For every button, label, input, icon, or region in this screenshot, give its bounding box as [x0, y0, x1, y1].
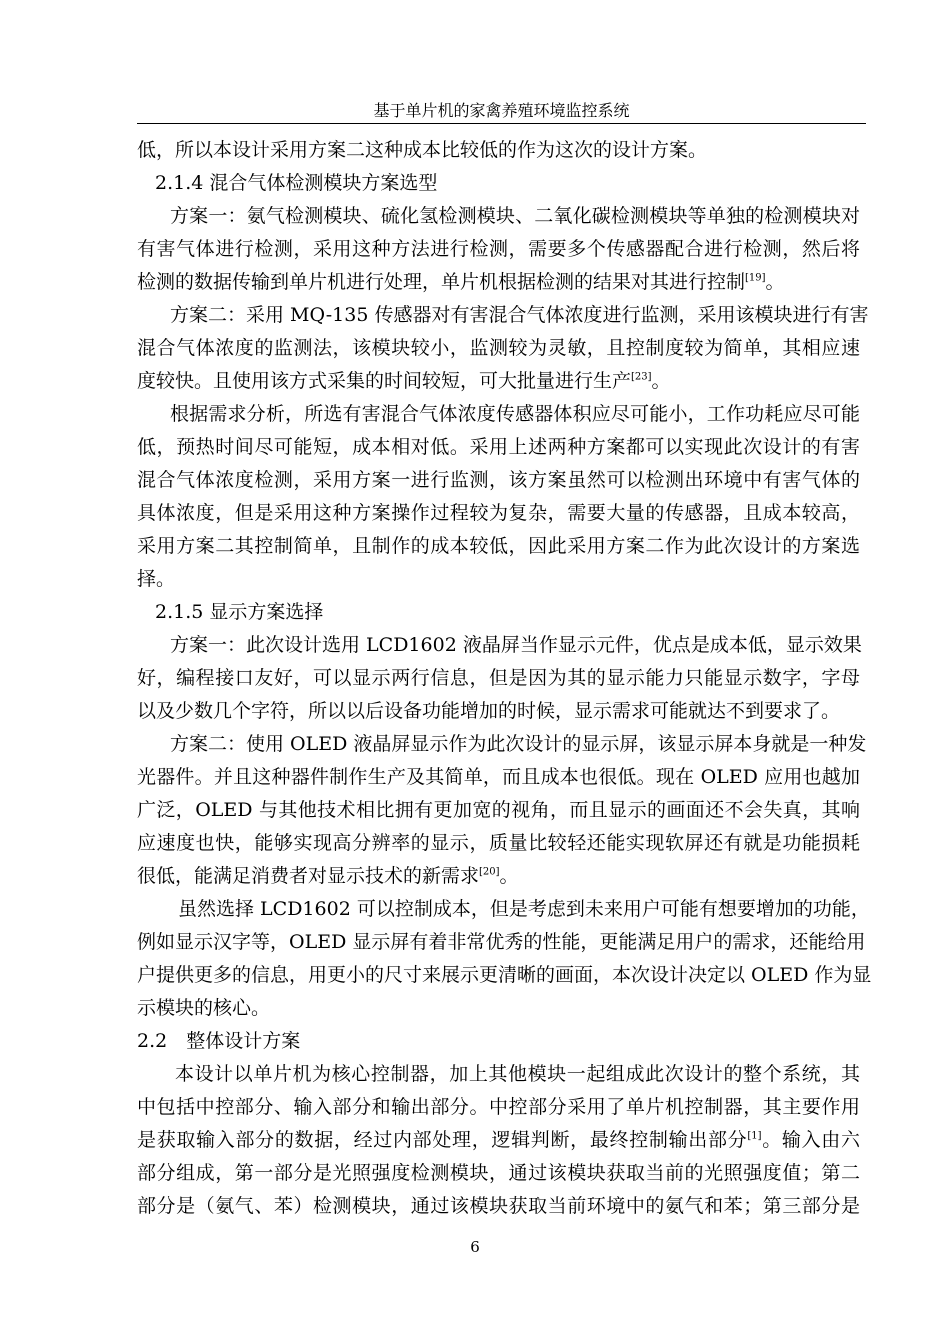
text-line: 光器件。并且这种器件制作生产及其简单，而且成本也很低。现在 OLED 应用也越加: [137, 766, 860, 788]
heading-text: 2.1.5 显示方案选择: [155, 601, 324, 623]
text-line: 方案一：此次设计选用 LCD1602 液晶屏当作显示元件，优点是成本低，显示效果: [170, 634, 862, 656]
text-line: 择。: [137, 568, 176, 590]
paragraph-continuation: [137, 134, 860, 167]
text-line: 好，编程接口友好，可以显示两行信息，但是因为其的显示能力只能显示数字，字母: [137, 667, 860, 689]
text-line: 是获取输入部分的数据，经过内部处理，逻辑判断，最终控制输出部分[1]。输入由六: [137, 1129, 860, 1151]
heading-text: 2.2 整体设计方案: [137, 1030, 301, 1052]
text-line: 中包括中控部分、输入部分和输出部分。中控部分采用了单片机控制器，其主要作用: [137, 1096, 860, 1118]
text-line: 方案二：使用 OLED 液晶屏显示作为此次设计的显示屏，该显示屏本身就是一种发: [170, 733, 867, 755]
text-line: 有害气体进行检测，采用这种方法进行检测，需要多个传感器配合进行检测，然后将: [137, 238, 860, 260]
text-line: 根据需求分析，所选有害混合气体浓度传感器体积应尽可能小，工作功耗应尽可能: [170, 403, 860, 425]
paragraph-display-scheme-1: [137, 629, 860, 728]
text-line: 采用方案二其控制简单，且制作的成本较低，因此采用方案二作为此次设计的方案选: [137, 535, 860, 557]
text-line: 低，所以本设计采用方案二这种成本比较低的作为这次的设计方案。: [137, 139, 708, 161]
document-body: [137, 134, 872, 1223]
header-divider: [137, 123, 866, 124]
citation-reference: [20]: [479, 866, 500, 878]
heading-2-1-4: [137, 167, 860, 200]
text-line: 具体浓度，但是采用这种方案操作过程较为复杂，需要大量的传感器，且成本较高，: [137, 502, 860, 524]
citation-reference: [1]: [747, 1130, 762, 1142]
text-line: 以及少数几个字符，所以以后设备功能增加的时候，显示需求可能就达不到要求了。: [137, 700, 841, 722]
text-line: 户提供更多的信息，用更小的尺寸来展示更清晰的画面，本次设计决定以 OLED 作为显: [137, 964, 872, 986]
paragraph-overall-design: [137, 1058, 860, 1223]
text-line: 本设计以单片机为核心控制器，加上其他模块一起组成此次设计的整个系统，其: [175, 1063, 860, 1085]
text-line: 度较快。且使用该方式采集的时间较短，可大批量进行生产[23]。: [137, 370, 671, 392]
text-line: 混合气体浓度的监测法，该模块较小，监测较为灵敏，且控制度较为简单，其相应速: [137, 337, 860, 359]
paragraph-gas-analysis: [137, 398, 860, 596]
text-line: 低，预热时间尽可能短，成本相对低。采用上述两种方案都可以实现此次设计的有害: [137, 436, 860, 458]
text-line: 部分组成，第一部分是光照强度检测模块，通过该模块获取当前的光照强度值；第二: [137, 1162, 860, 1184]
text-line: 示模块的核心。: [137, 997, 271, 1019]
text-line: 例如显示汉字等，OLED 显示屏有着非常优秀的性能，更能满足用户的需求，还能给用: [137, 931, 866, 953]
paragraph-gas-scheme-1: [137, 200, 860, 299]
text-line: 检测的数据传输到单片机进行处理，单片机根据检测的结果对其进行控制[19]。: [137, 271, 785, 293]
citation-reference: [19]: [745, 272, 766, 284]
paragraph-display-decision: [137, 893, 872, 1025]
text-line: 很低，能满足消费者对显示技术的新需求[20]。: [137, 865, 519, 887]
heading-2-2: [137, 1025, 860, 1058]
text-line: 虽然选择 LCD1602 可以控制成本，但是考虑到未来用户可能有想要增加的功能，: [178, 898, 870, 920]
citation-reference: [23]: [631, 371, 652, 383]
text-line: 方案一：氨气检测模块、硫化氢检测模块、二氧化碳检测模块等单独的检测模块对: [170, 205, 860, 227]
text-line: 应速度也快，能够实现高分辨率的显示，质量比较轻还能实现软屏还有就是功能损耗: [137, 832, 860, 854]
paragraph-gas-scheme-2: [137, 299, 869, 398]
running-header: 基于单片机的家禽养殖环境监控系统: [373, 101, 630, 120]
text-line: 方案二：采用 MQ-135 传感器对有害混合气体浓度进行监测，采用该模块进行有害: [170, 304, 869, 326]
heading-2-1-5: [137, 596, 860, 629]
text-line: 部分是（氨气、苯）检测模块，通过该模块获取当前环境中的氨气和苯；第三部分是: [137, 1195, 860, 1217]
text-line: 广泛，OLED 与其他技术相比拥有更加宽的视角，而且显示的画面还不会失真，其响: [137, 799, 860, 821]
heading-text: 2.1.4 混合气体检测模块方案选型: [155, 172, 438, 194]
text-line: 混合气体浓度检测，采用方案一进行监测，该方案虽然可以检测出环境中有害气体的: [137, 469, 860, 491]
paragraph-display-scheme-2: [137, 728, 867, 893]
page-number: 6: [470, 1238, 480, 1256]
